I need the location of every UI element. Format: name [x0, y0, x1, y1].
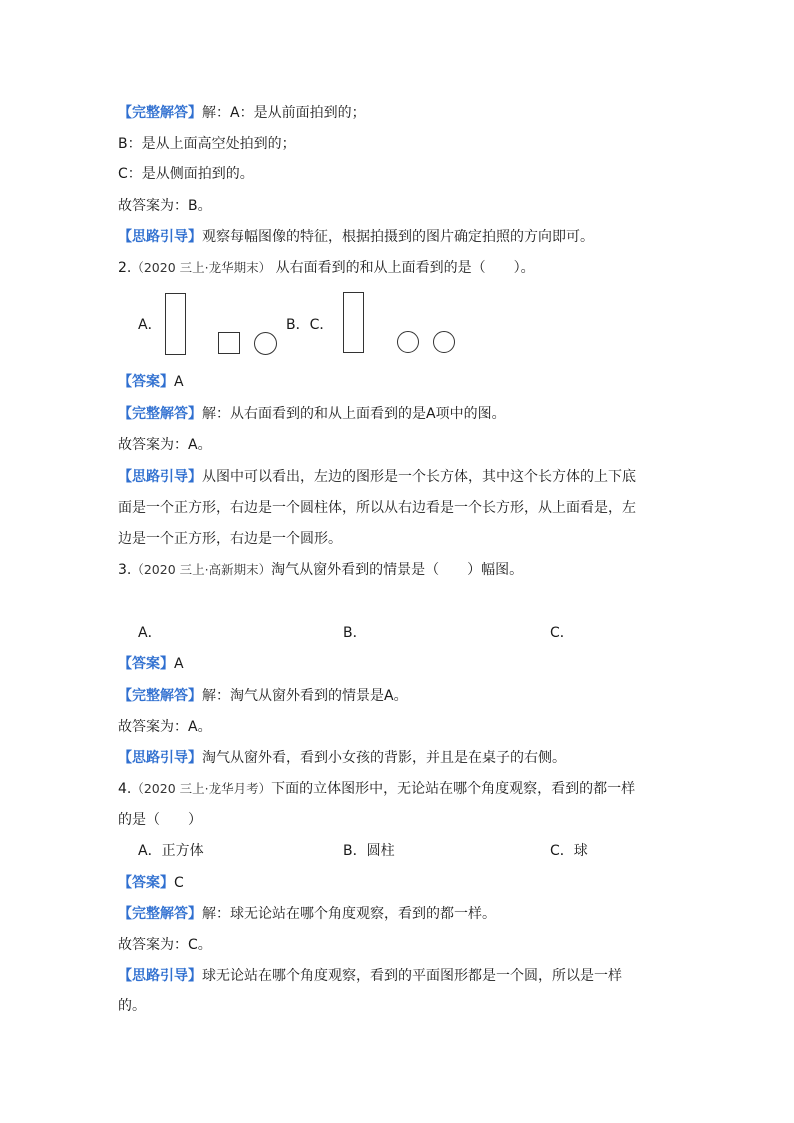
- solution-text: 解：A：是从前面拍到的；: [202, 105, 366, 121]
- solution-tag: 【完整解答】: [118, 105, 202, 121]
- solution-tag: 【完整解答】: [118, 906, 202, 922]
- question-number: 4.: [118, 781, 132, 797]
- question-source: （2020 三上·高新期末）: [131, 562, 272, 577]
- solution-text: 解：从右面看到的和从上面看到的是A项中的图。: [202, 406, 506, 422]
- question-number: 2.: [118, 260, 132, 276]
- final-answer: 故答案为：B。: [118, 198, 212, 214]
- hint-line: [118, 227, 594, 247]
- option-a: A．: [138, 625, 162, 641]
- hint-line: [118, 966, 622, 986]
- answer-line: [118, 654, 184, 674]
- square-shape: [218, 332, 240, 354]
- hint-line-2: 面是一个正方形，右边是一个圆柱体，所以从右边看是一个长方形，从上面看是，左: [118, 500, 636, 516]
- option-c: C．球: [550, 843, 588, 859]
- answer-tag: 【答案】: [118, 656, 174, 672]
- answer-tag: 【答案】: [118, 374, 174, 390]
- solution-line: [118, 103, 366, 123]
- hint-text: 淘气从窗外看，看到小女孩的背影，并且是在桌子的右侧。: [202, 750, 566, 766]
- answer-tag: 【答案】: [118, 875, 174, 891]
- hint-text: 球无论站在哪个角度观察，看到的平面图形都是一个圆，所以是一样: [202, 968, 622, 984]
- option-a-label: A．: [138, 317, 162, 333]
- question-number: 3.: [118, 562, 132, 578]
- answer-line: [118, 873, 184, 893]
- hint-tag: 【思路引导】: [118, 750, 202, 766]
- answer-value: A: [174, 374, 184, 390]
- solution-line-b: B：是从上面高空处拍到的；: [118, 136, 296, 152]
- question-2: [118, 258, 535, 278]
- question-4: [118, 779, 635, 799]
- circle-shape: [397, 331, 419, 353]
- option-c: C．: [550, 625, 574, 641]
- hint-tag: 【思路引导】: [118, 229, 202, 245]
- solution-tag: 【完整解答】: [118, 688, 202, 704]
- hint-line-2: 的。: [118, 998, 146, 1014]
- hint-tag: 【思路引导】: [118, 469, 202, 485]
- question-text: 从右面看到的和从上面看到的是（ ）。: [271, 260, 535, 276]
- solution-line-c: C：是从侧面拍到的。: [118, 166, 254, 182]
- hint-line: [118, 748, 566, 768]
- final-answer: 故答案为：C。: [118, 937, 212, 953]
- solution-text: 解：球无论站在哪个角度观察，看到的都一样。: [202, 906, 496, 922]
- solution-line: [118, 904, 496, 924]
- question-text: 淘气从窗外看到的情景是（ ）幅图。: [271, 562, 524, 578]
- circle-shape: [433, 331, 455, 353]
- hint-tag: 【思路引导】: [118, 968, 202, 984]
- rectangle-shape: [343, 292, 364, 353]
- hint-text: 观察每幅图像的特征，根据拍摄到的图片确定拍照的方向即可。: [202, 229, 594, 245]
- question-4-cont: 的是（ ）: [118, 812, 202, 828]
- question-source: （2020 三上·龙华月考）: [131, 781, 272, 796]
- question-3: [118, 560, 523, 580]
- answer-value: C: [174, 875, 184, 891]
- question-text: 下面的立体图形中，无论站在哪个角度观察，看到的都一样: [271, 781, 636, 797]
- hint-text: 从图中可以看出，左边的图形是一个长方体，其中这个长方体的上下底: [202, 469, 636, 485]
- solution-text: 解：淘气从窗外看到的情景是A。: [202, 688, 408, 704]
- answer-value: A: [174, 656, 184, 672]
- answer-line: [118, 372, 184, 392]
- solution-line: [118, 686, 408, 706]
- circle-shape: [254, 332, 277, 355]
- option-b: B．: [343, 625, 367, 641]
- hint-line-3: 边是一个正方形，右边是一个圆形。: [118, 531, 342, 547]
- option-b: B．圆柱: [343, 843, 395, 859]
- final-answer: 故答案为：A。: [118, 719, 212, 735]
- hint-line: [118, 467, 636, 487]
- option-a: A．正方体: [138, 843, 204, 859]
- question-source: （2020 三上·龙华期末）: [131, 260, 272, 275]
- option-bc-label: B．C．: [286, 317, 334, 333]
- solution-tag: 【完整解答】: [118, 406, 202, 422]
- final-answer: 故答案为：A。: [118, 437, 212, 453]
- solution-line: [118, 404, 506, 424]
- rectangle-shape: [165, 293, 186, 355]
